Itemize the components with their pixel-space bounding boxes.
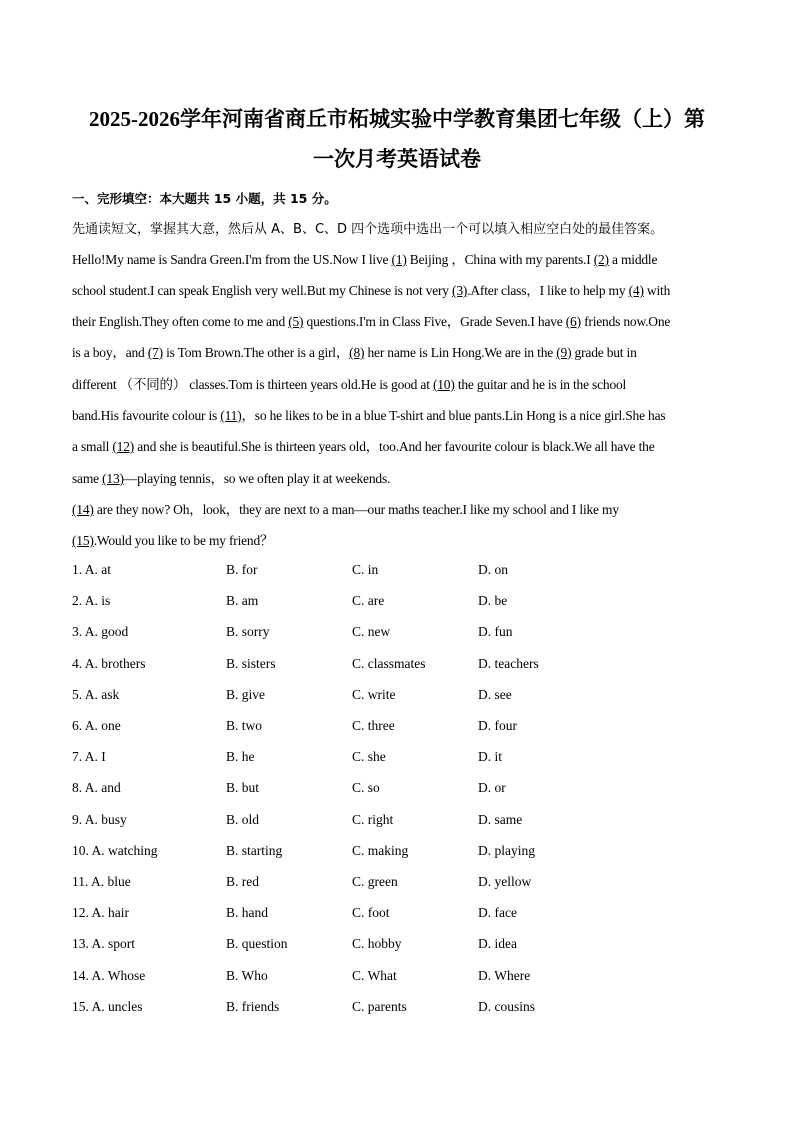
question-option-c: C. three	[352, 718, 395, 733]
passage-text: their English.They often come to me and	[72, 314, 289, 329]
blank-number: (15)	[72, 533, 94, 548]
blank-number: (12)	[112, 439, 135, 454]
question-option-d: D. four	[478, 718, 517, 733]
question-option-b: B. two	[226, 718, 263, 733]
passage-text: with	[643, 283, 671, 298]
passage-text: school student.I can speak English very well.But my Chinese is not very	[72, 283, 453, 298]
passage-line	[72, 343, 722, 363]
passage-text: grade but in	[571, 345, 637, 360]
question-options-row	[72, 718, 722, 738]
blank-number: (13)	[102, 471, 124, 486]
passage-text: are they now? Oh，look，they are next to a man—our maths teacher.I like my school and I like my	[93, 502, 619, 517]
exam-title-line-1: 2025-2026学年河南省商丘市柘城实验中学教育集团七年级（上）第	[89, 107, 705, 131]
question-option-a: 8. A. and	[72, 780, 121, 796]
passage-line	[72, 250, 722, 270]
question-option-a: 1. A. at	[72, 562, 111, 577]
section-heading: 一、完形填空：本大题共 15 小题，共 15 分。	[72, 191, 337, 206]
question-options-row	[72, 843, 722, 863]
question-option-b: B. starting	[226, 842, 283, 858]
passage-text: a middle	[608, 252, 658, 267]
exam-title-line-2: 一次月考英语试卷	[313, 147, 481, 171]
question-option-d: D. Where	[478, 967, 531, 983]
question-options-row	[72, 874, 722, 894]
question-option-d: D. fun	[478, 624, 513, 640]
question-option-a: 2. A. is	[72, 593, 111, 609]
question-option-d: D. cousins	[478, 998, 535, 1014]
blank-number: (4)	[628, 283, 644, 298]
question-option-d: D. it	[478, 749, 503, 765]
question-options-row	[72, 968, 722, 988]
question-option-b: B. Who	[226, 967, 268, 983]
question-option-d: D. idea	[478, 936, 517, 952]
passage-text: .After class，I like to help my	[467, 283, 629, 298]
passage-line	[72, 437, 722, 457]
passage-text: is Tom Brown.The other is a girl，	[162, 345, 350, 360]
question-options-row	[72, 999, 722, 1019]
question-option-b: B. red	[226, 874, 259, 889]
question-option-c: C. foot	[352, 905, 390, 921]
passage-line	[72, 281, 722, 301]
question-option-a: 5. A. ask	[72, 686, 120, 702]
blank-number: (6)	[565, 314, 581, 329]
question-option-a: 7. A. I	[72, 749, 106, 765]
question-option-b: B. give	[226, 686, 265, 702]
question-option-a: 12. A. hair	[72, 905, 129, 921]
passage-text: questions.I'm in Class Five，Grade Seven.I have	[303, 314, 566, 329]
question-option-a: 13. A. sport	[72, 936, 136, 952]
question-options-row	[72, 624, 722, 644]
passage-text: the guitar and he is in the school	[454, 377, 627, 392]
question-option-c: C. in	[352, 562, 379, 577]
blank-number: (8)	[349, 345, 365, 360]
question-option-c: C. What	[352, 967, 397, 983]
blank-number: (3)	[452, 283, 468, 298]
passage-text: a small	[72, 439, 113, 454]
question-option-b: B. question	[226, 936, 288, 952]
blank-number: (10)	[432, 377, 455, 392]
passage-line	[72, 375, 722, 395]
question-option-c: C. write	[352, 686, 396, 702]
question-option-c: C. parents	[352, 998, 407, 1014]
question-options-row	[72, 905, 722, 925]
question-option-a: 9. A. busy	[72, 811, 127, 827]
passage-line	[72, 531, 722, 551]
passage-text: band.His favourite colour is	[72, 408, 221, 423]
passage-text: ，so he likes to be in a blue T-shirt and blue pants.Lin Hong is a nice girl.She has	[241, 408, 666, 423]
question-option-b: B. he	[226, 749, 255, 765]
blank-number: (14)	[72, 502, 94, 517]
question-options-row	[72, 812, 722, 832]
passage-text: different （不同的） classes.Tom is thirteen years old.He is good at	[72, 377, 433, 392]
question-option-a: 6. A. one	[72, 718, 121, 733]
question-options-row	[72, 749, 722, 769]
question-option-d: D. face	[478, 905, 517, 921]
question-options-row	[72, 687, 722, 707]
question-option-c: C. right	[352, 811, 394, 827]
blank-number: (7)	[147, 345, 163, 360]
blank-number: (1)	[391, 252, 407, 267]
question-option-c: C. green	[352, 874, 398, 889]
passage-line	[72, 312, 722, 332]
blank-number: (5)	[288, 314, 304, 329]
blank-number: (11)	[220, 408, 242, 423]
question-option-a: 4. A. brothers	[72, 655, 146, 671]
question-option-b: B. old	[226, 811, 260, 827]
passage-text: Beijing ，China with my parents.I	[406, 252, 594, 267]
question-option-c: C. new	[352, 624, 391, 640]
question-option-a: 3. A. good	[72, 624, 129, 640]
question-option-d: D. on	[478, 562, 508, 577]
passage-text: her name is Lin Hong.We are in the	[364, 345, 557, 360]
question-option-b: B. for	[226, 562, 258, 577]
question-options-row	[72, 562, 722, 582]
passage-line	[72, 406, 722, 426]
question-option-d: D. be	[478, 593, 508, 609]
question-options-row	[72, 656, 722, 676]
question-option-c: C. classmates	[352, 655, 426, 671]
question-option-d: D. yellow	[478, 874, 532, 889]
passage-text: friends now.One	[580, 314, 671, 329]
passage-text: and she is beautiful.She is thirteen years old，too.And her favourite colour is black.We all have the	[134, 439, 655, 454]
passage-line	[72, 469, 722, 489]
question-option-a: 11. A. blue	[72, 874, 131, 889]
question-option-b: B. but	[226, 780, 260, 796]
question-options-row	[72, 593, 722, 613]
passage-text: —playing tennis，so we often play it at weekends.	[123, 471, 391, 486]
question-option-d: D. same	[478, 811, 523, 827]
question-option-c: C. making	[352, 842, 409, 858]
passage-text: same	[72, 471, 103, 486]
question-option-c: C. so	[352, 780, 380, 796]
question-option-b: B. friends	[226, 998, 280, 1014]
passage-text: .Would you like to be my friend？	[93, 533, 274, 548]
question-option-b: B. sorry	[226, 624, 270, 640]
question-options-row	[72, 780, 722, 800]
question-options-row	[72, 936, 722, 956]
question-option-d: D. playing	[478, 842, 535, 858]
instructions: 先通读短文，掌握其大意，然后从 A、B、C、D 四个选项中选出一个可以填入相应空白处的最佳答案。	[72, 222, 664, 237]
blank-number: (9)	[556, 345, 572, 360]
passage-text: is a boy，and	[72, 345, 148, 360]
question-option-d: D. or	[478, 780, 506, 796]
passage-text: Hello!My name is Sandra Green.I'm from the US.Now I live	[72, 252, 392, 267]
question-option-c: C. are	[352, 593, 385, 609]
question-option-c: C. hobby	[352, 936, 402, 952]
question-option-a: 10. A. watching	[72, 842, 158, 858]
question-option-b: B. am	[226, 593, 259, 609]
question-option-d: D. see	[478, 686, 512, 702]
question-option-a: 14. A. Whose	[72, 967, 146, 983]
blank-number: (2)	[593, 252, 609, 267]
question-option-a: 15. A. uncles	[72, 998, 143, 1014]
question-option-d: D. teachers	[478, 655, 539, 671]
question-option-b: B. sisters	[226, 655, 276, 671]
question-option-b: B. hand	[226, 905, 268, 921]
passage-line	[72, 500, 722, 520]
question-option-c: C. she	[352, 749, 386, 765]
